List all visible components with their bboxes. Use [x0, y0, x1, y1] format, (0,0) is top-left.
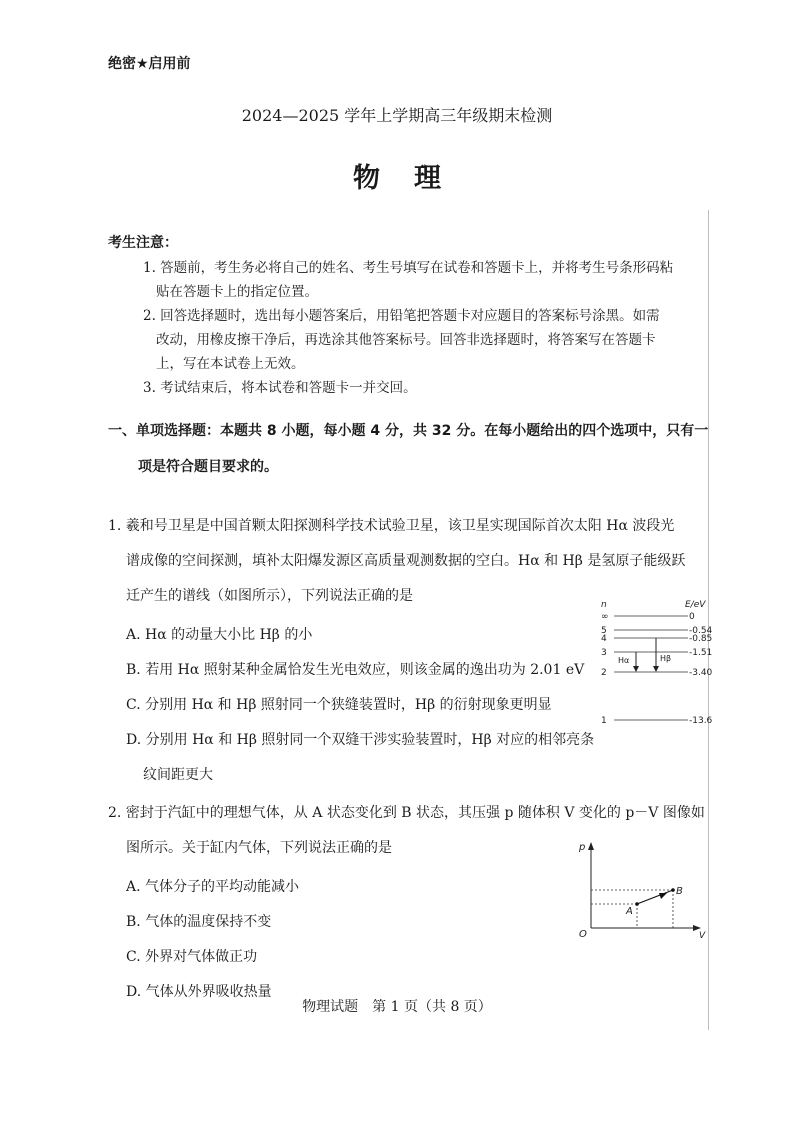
- q2-option-a: A. 气体分子的平均动能减小: [126, 879, 300, 895]
- notice-line: 3. 考试结束后，将本试卷和答题卡一并交回。: [143, 380, 417, 396]
- q2-stem-line: 图所示。关于缸内气体，下列说法正确的是: [126, 840, 392, 856]
- point-a-marker: [635, 902, 639, 906]
- origin-label: O: [579, 929, 587, 940]
- page-edge-shadow: [708, 210, 709, 1030]
- level-e-3: -1.51: [689, 648, 713, 658]
- q1-option-d-cont: 纹间距更大: [143, 767, 213, 783]
- q1-stem-line: 谱成像的空间探测，填补太阳爆发源区高质量观测数据的空白。Hα 和 Hβ 是氢原子能级跃: [126, 553, 686, 569]
- h-alpha-label: Hα: [618, 656, 630, 665]
- notice-heading: 考生注意：: [108, 235, 178, 251]
- process-line: [637, 890, 673, 904]
- level-e-5: -0.54: [689, 626, 713, 636]
- exam-title: 2024—2025 学年上学期高三年级期末检测: [241, 106, 553, 125]
- secret-label: 绝密★启用前: [108, 56, 191, 72]
- level-e-1: -13.6: [689, 716, 713, 726]
- h-alpha-arrowhead: [633, 666, 639, 672]
- subject-title: 物理: [353, 163, 475, 194]
- q1-option-a: A. Hα 的动量大小比 Hβ 的小: [126, 627, 313, 643]
- v-axis-label: V: [699, 931, 706, 941]
- pv-graph: [575, 838, 705, 942]
- notice-line: 2. 回答选择题时，选出每小题答案后，用铅笔把答题卡对应题目的答案标号涂黑。如需: [143, 308, 660, 324]
- q2-option-c: C. 外界对气体做正功: [126, 949, 258, 965]
- q2-option-d: D. 气体从外界吸收热量: [126, 984, 272, 1000]
- p-axis-arrowhead: [588, 842, 594, 850]
- q1-stem-line: 1. 羲和号卫星是中国首颗太阳探测科学技术试验卫星，该卫星实现国际首次太阳 Hα 波段光: [108, 518, 675, 534]
- notice-line: 1. 答题前，考生务必将自己的姓名、考生号填写在试卷和答题卡上，并将考生号条形码粘: [143, 260, 674, 276]
- level-n-4: 4: [601, 634, 607, 644]
- level-e-4: -0.85: [689, 634, 713, 644]
- section-heading: 一、单项选择题：本题共 8 小题，每小题 4 分，共 32 分。在每小题给出的四个选项中，只有一: [108, 423, 709, 439]
- point-b-label: B: [676, 886, 683, 897]
- level-e-2: -3.40: [689, 668, 713, 678]
- point-b-marker: [671, 888, 675, 892]
- section-heading-cont: 项是符合题目要求的。: [138, 459, 278, 475]
- point-a-label: A: [626, 906, 633, 917]
- h-beta-label: Hβ: [660, 654, 672, 663]
- level-n-5: 5: [601, 626, 607, 636]
- p-axis-label: p: [579, 842, 586, 853]
- q2-option-b: B. 气体的温度保持不变: [126, 914, 272, 930]
- level-n-1: 1: [601, 716, 607, 726]
- diagram-energy-label: E/eV: [685, 600, 706, 610]
- notice-line: 改动，用橡皮擦干净后，再选涂其他答案标号。回答非选择题时，将答案写在答题卡: [156, 332, 656, 348]
- q1-option-b: B. 若用 Hα 照射某种金属恰发生光电效应，则该金属的逸出功为 2.01 eV: [126, 662, 585, 678]
- process-arrowhead: [659, 893, 667, 899]
- energy-level-diagram: [598, 598, 713, 738]
- h-beta-arrowhead: [653, 666, 659, 672]
- notice-line: 贴在答题卡上的指定位置。: [156, 284, 318, 300]
- page-footer: 物理试题 第 1 页（共 8 页）: [302, 999, 492, 1015]
- level-n-inf: ∞: [601, 612, 609, 622]
- level-n-3: 3: [601, 648, 607, 658]
- notice-line: 上，写在本试卷上无效。: [156, 356, 305, 372]
- q1-stem-line: 迁产生的谱线（如图所示），下列说法正确的是: [126, 588, 413, 604]
- q2-stem-line: 2. 密封于汽缸中的理想气体，从 A 状态变化到 B 状态，其压强 p 随体积 V 变化的 p－V 图像如: [108, 805, 705, 821]
- diagram-n-label: n: [601, 600, 607, 610]
- level-e-inf: 0: [689, 612, 695, 622]
- q1-option-c: C. 分别用 Hα 和 Hβ 照射同一个狭缝装置时，Hβ 的衍射现象更明显: [126, 697, 552, 713]
- level-n-2: 2: [601, 668, 607, 678]
- q1-option-d: D. 分别用 Hα 和 Hβ 照射同一个双缝干涉实验装置时，Hβ 对应的相邻亮条: [126, 732, 595, 748]
